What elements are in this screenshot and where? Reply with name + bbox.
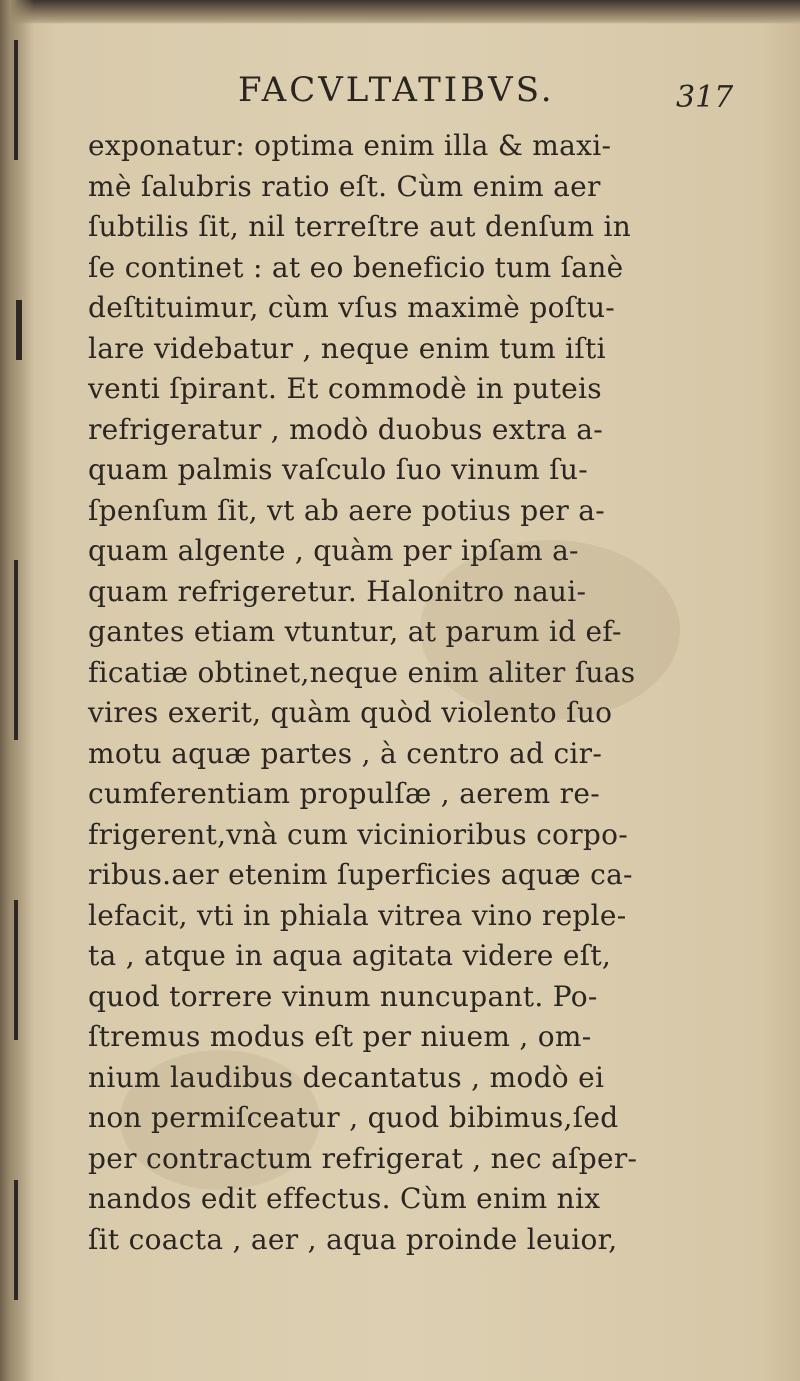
running-head: FACVLTATIBVS. xyxy=(238,70,555,110)
page-top-edge xyxy=(0,0,800,24)
body-text xyxy=(88,126,728,1260)
text-line: deſtituimur, cùm vſus maximè poſtu- xyxy=(88,291,616,324)
binding-mark xyxy=(14,40,18,160)
text-line: nandos edit effectus. Cùm enim nix xyxy=(88,1182,601,1215)
text-line: venti ſpirant. Et commodè in puteis xyxy=(88,372,602,405)
binding-mark xyxy=(14,1180,18,1300)
text-line: mè ſalubris ratio eſt. Cùm enim aer xyxy=(88,169,601,203)
text-line: lare videbatur , neque enim tum iſti xyxy=(88,331,606,365)
text-line: ribus.aer etenim ſuperficies aquæ ca- xyxy=(88,858,633,891)
binding-mark xyxy=(14,900,18,1040)
text-line: cumferentiam propulſæ , aerem re- xyxy=(88,777,600,810)
text-line: frigerent,vnà cum vicinioribus corpo- xyxy=(88,817,629,851)
text-line: gantes etiam vtuntur, at parum id ef- xyxy=(88,615,622,648)
text-line: per contractum refrigerat , nec aſper- xyxy=(88,1141,638,1175)
text-line: quam refrigeretur. Halonitro naui- xyxy=(88,574,587,608)
text-line: ficatiæ obtinet,neque enim aliter ſuas xyxy=(88,655,636,689)
text-line: ſpenſum ſit, vt ab aere potius per a- xyxy=(88,493,606,527)
text-line: ta , atque in aqua agitata videre eſt, xyxy=(88,939,612,972)
binding-mark xyxy=(14,560,18,740)
text-line: vires exerit, quàm quòd violento ſuo xyxy=(88,696,613,729)
binding-mark xyxy=(16,300,22,360)
text-line: refrigeratur , modò duobus extra a- xyxy=(88,412,603,446)
text-line: nium laudibus decantatus , modò ei xyxy=(88,1060,605,1094)
text-line: ſe continet : at eo beneficio tum ſanè xyxy=(88,250,624,284)
text-line: non permiſceatur , quod bibimus,ſed xyxy=(88,1101,619,1134)
text-line: quod torrere vinum nuncupant. Po- xyxy=(88,979,598,1013)
text-line: motu aquæ partes , à centro ad cir- xyxy=(88,736,603,770)
text-line: lefacit, vti in phiala vitrea vino reple- xyxy=(88,898,627,932)
text-line: exponatur: optima enim illa & maxi- xyxy=(88,129,612,162)
text-line: quam palmis vaſculo ſuo vinum ſu- xyxy=(88,453,588,486)
text-line: ſubtilis ſit, nil terreſtre aut denſum in xyxy=(88,210,632,243)
text-line: ſtremus modus eſt per niuem , om- xyxy=(88,1020,592,1053)
text-line: quam algente , quàm per ipſam a- xyxy=(88,534,579,567)
text-line: ſit coacta , aer , aqua proinde leuior, xyxy=(88,1222,618,1256)
page-number: 317 xyxy=(676,80,734,115)
